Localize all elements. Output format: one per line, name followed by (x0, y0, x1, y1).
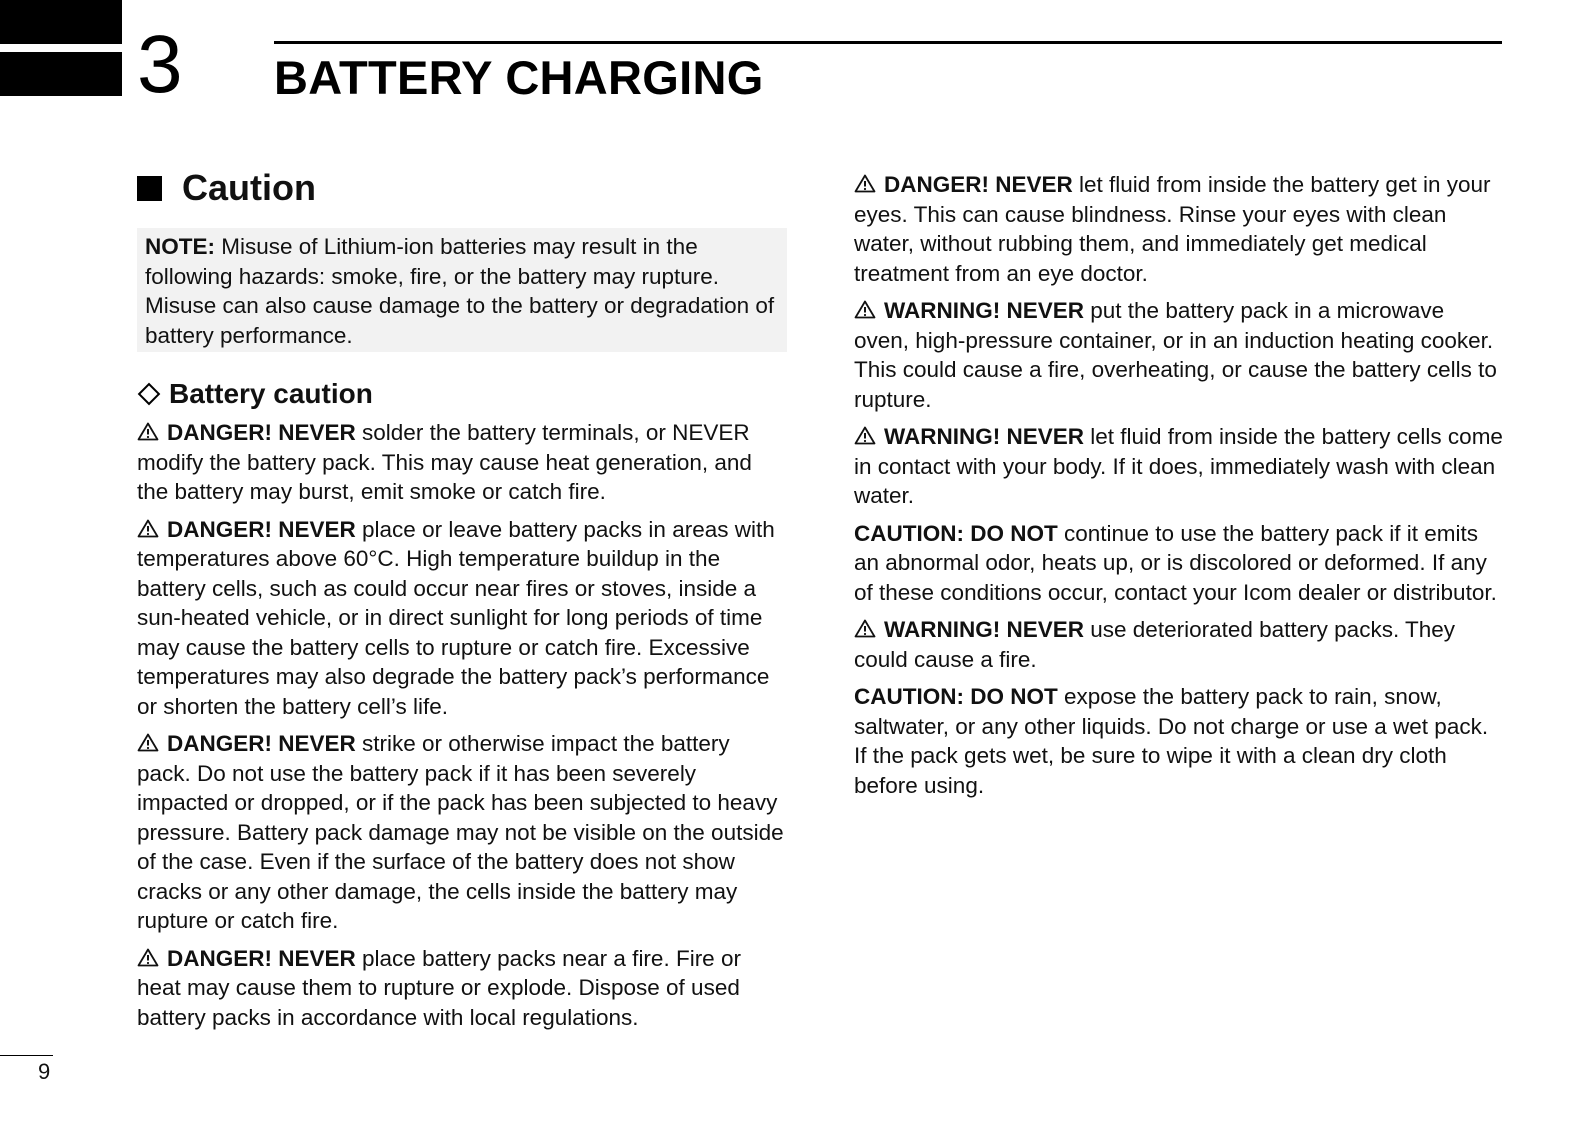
warning-triangle-icon (137, 948, 159, 967)
caution-paragraph (854, 682, 1504, 800)
caution-lead: DANGER! NEVER (167, 731, 356, 756)
left-caution-list (137, 418, 787, 1032)
right-column (854, 170, 1504, 808)
section-heading (137, 166, 787, 210)
page-number: 9 (38, 1059, 51, 1084)
caution-paragraph (854, 615, 1504, 674)
caution-text: place battery packs near a fire. Fire or heat may cause them to rupture or explode. Dispose of used battery packs in accordance with local regulations. (137, 945, 741, 1030)
caution-text: let fluid from inside the battery cells come in contact with your body. If it does, immediately wash with clean water. (854, 424, 1503, 508)
caution-lead: WARNING! NEVER (884, 617, 1085, 642)
warning-triangle-icon (854, 174, 876, 193)
caution-text: place or leave battery packs in areas with temperatures above 60°C. High temperature buildup in the battery cells, such as could occur near fires or stoves, inside a sun-heated vehicle, or in direct sunlight for long periods of time may cause the battery cells to rupture or catch fire. Excessive temperatures may also degrade the battery pack’s performance or shorten the battery cell’s life. (137, 516, 775, 719)
caution-paragraph (854, 170, 1504, 288)
caution-lead: DANGER! NEVER (167, 420, 356, 445)
caution-paragraph (137, 515, 787, 722)
caution-text: expose the battery pack to rain, snow, saltwater, or any other liquids. Do not charge or use a wet pack. If the pack gets wet, be sure to wipe it with a clean dry cloth before using. (854, 684, 1489, 798)
caution-paragraph (854, 296, 1504, 414)
caution-text: strike or otherwise impact the battery pack. Do not use the battery pack if it has been severely impacted or dropped, or if the pack has been subjected to heavy pressure. Battery pack damage may not be visible on the outside of the case. Even if the surface of the battery does not show cracks or any other damage, the cells inside the battery may rupture or catch fire. (137, 731, 784, 933)
caution-lead: DANGER! NEVER (167, 516, 356, 542)
warning-triangle-icon (137, 733, 159, 752)
caution-text: let fluid from inside the battery get in your eyes. This can cause blindness. Rinse your eyes with clean water, without rubbing them, and immediately get medical treatment from an eye doctor. (854, 172, 1491, 286)
caution-lead: WARNING! NEVER (884, 298, 1085, 323)
caution-text: continue to use the battery pack if it emits an abnormal odor, heats up, or is discolored or deformed. If any of these conditions occur, contact your Icom dealer or distributor. (854, 520, 1497, 605)
diamond-icon (138, 383, 161, 406)
caution-paragraph (854, 422, 1504, 511)
title-rule (274, 41, 1502, 44)
note-label: NOTE: (145, 234, 215, 259)
chapter-title: BATTERY CHARGING (274, 51, 764, 104)
caution-paragraph (137, 418, 787, 507)
page-number-rule (0, 1055, 53, 1056)
chapter-number: 3 (137, 19, 183, 110)
warning-triangle-icon (854, 300, 876, 319)
caution-text: put the battery pack in a microwave oven, high-pressure container, or in an induction heating cooker. This could cause a fire, overheating, or cause the battery cells to rupture. (854, 298, 1497, 412)
caution-text: use deteriorated battery packs. They could cause a fire. (854, 617, 1456, 672)
chapter-tab-bar-top (0, 0, 122, 44)
caution-paragraph (137, 729, 787, 936)
caution-lead: DANGER! NEVER (167, 945, 356, 971)
caution-text: solder the battery terminals, or NEVER modify the battery pack. This may cause heat generation, and the battery may burst, emit smoke or catch fire. (137, 420, 752, 504)
black-square-icon (137, 176, 162, 201)
left-column (137, 166, 787, 1040)
caution-lead: CAUTION: DO NOT (854, 520, 1058, 546)
right-caution-list (854, 170, 1504, 800)
warning-triangle-icon (854, 426, 876, 445)
caution-lead: DANGER! NEVER (884, 172, 1073, 197)
subsection-heading (137, 376, 787, 412)
warning-triangle-icon (854, 619, 876, 638)
chapter-tab-bar-bottom (0, 52, 122, 96)
caution-paragraph (854, 519, 1504, 608)
subsection-title: Battery caution (169, 378, 373, 409)
warning-triangle-icon (137, 519, 159, 538)
note-text: Misuse of Lithium-ion batteries may result in the following hazards: smoke, fire, or the battery may rupture. Misuse can also cause damage to the battery or degradation of battery performance. (145, 234, 775, 348)
section-title: Caution (182, 167, 316, 208)
caution-lead: CAUTION: DO NOT (854, 684, 1058, 709)
warning-triangle-icon (137, 422, 159, 441)
note-box (137, 228, 787, 352)
caution-paragraph (137, 944, 787, 1033)
caution-lead: WARNING! NEVER (884, 424, 1085, 449)
